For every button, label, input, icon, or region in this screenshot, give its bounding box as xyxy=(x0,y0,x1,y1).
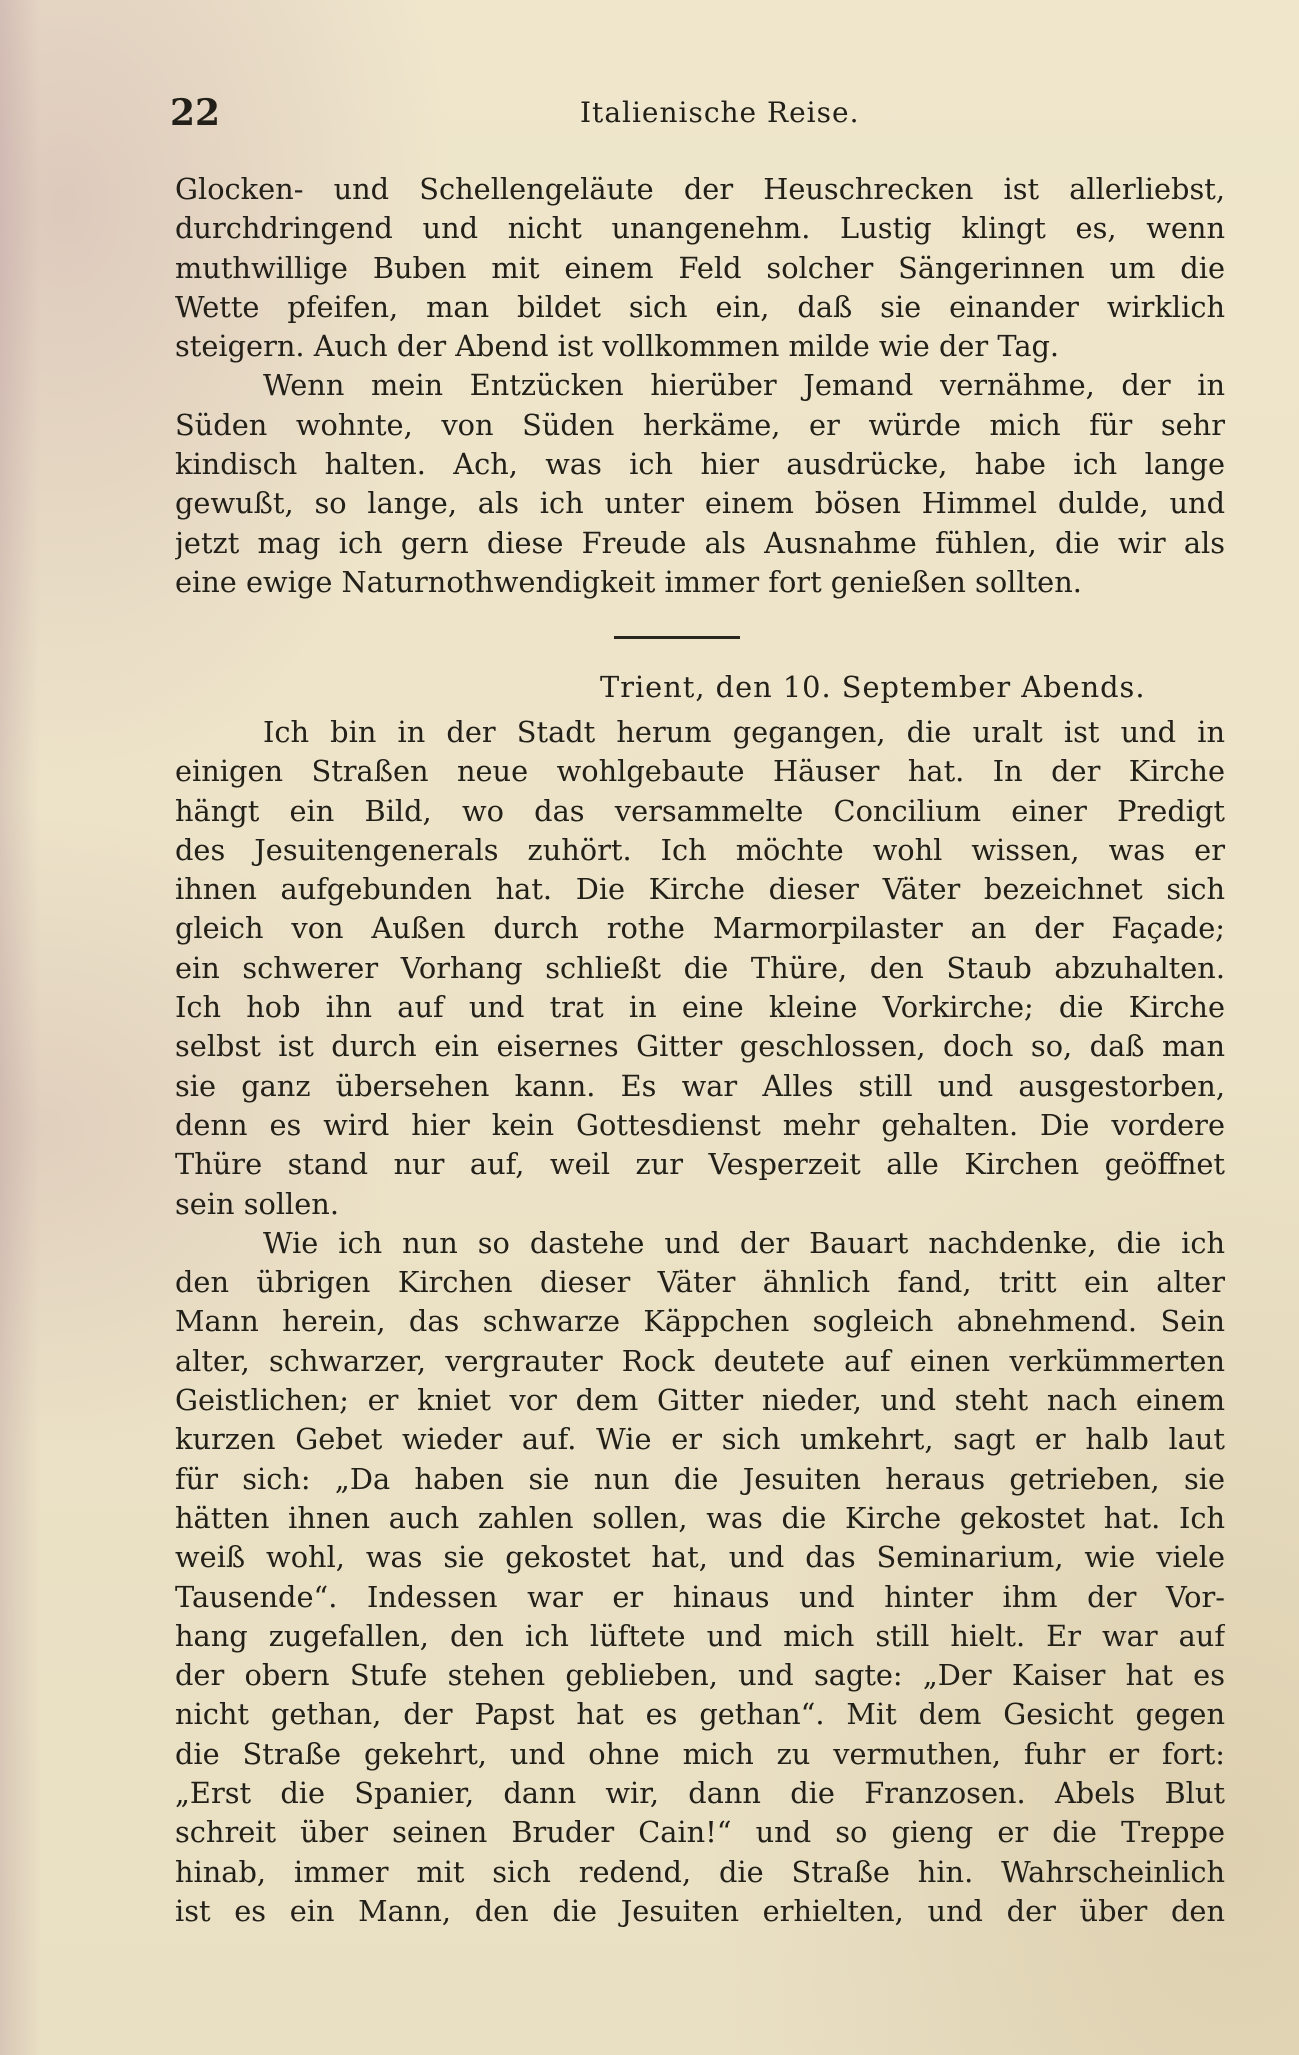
text-line: hinab, immer mit sich redend, die Straße hin. Wahrscheinlich xyxy=(175,1854,1225,1889)
text-line: durchdringend und nicht unangenehm. Lustig klingt es, wenn xyxy=(175,211,1225,246)
dateline: Trient, den 10. September Abends. xyxy=(600,670,1146,704)
paragraph-3 xyxy=(175,713,1225,1931)
text-line: nicht gethan, der Papst hat es gethan“. Mit dem Gesicht gegen xyxy=(175,1697,1225,1732)
text-line: hängt ein Bild, wo das versammelte Concilium einer Predigt xyxy=(175,793,1225,828)
text-line: muthwillige Buben mit einem Feld solcher Sängerinnen um die xyxy=(175,250,1225,285)
text-line: sie ganz übersehen kann. Es war Alles still und ausgestorben, xyxy=(175,1068,1225,1103)
page-edge-stain xyxy=(0,0,40,2055)
text-line: Mann herein, das schwarze Käppchen sogleich abnehmend. Sein xyxy=(175,1304,1225,1339)
text-line: Ich bin in der Stadt herum gegangen, die uralt ist und in xyxy=(263,715,1225,749)
text-line: Wenn mein Entzücken hierüber Jemand vernähme, der in xyxy=(263,368,1225,403)
text-line: Ich hob ihn auf und trat in eine kleine Vorkirche; die Kirche xyxy=(175,990,1225,1025)
text-line: Wette pfeifen, man bildet sich ein, daß sie einander wirklich xyxy=(175,289,1225,324)
text-line: gleich von Außen durch rothe Marmorpilaster an der Façade; xyxy=(175,911,1225,946)
paragraph-1 xyxy=(175,170,1225,602)
text-line: Thüre stand nur auf, weil zur Vesperzeit alle Kirchen geöffnet xyxy=(175,1147,1225,1182)
text-line: alter, schwarzer, vergrauter Rock deutete auf einen verkümmerten xyxy=(175,1343,1225,1378)
text-line: selbst ist durch ein eisernes Gitter geschlossen, doch so, daß man xyxy=(175,1029,1225,1064)
text-line: eine ewige Naturnothwendigkeit immer fort genießen sollten. xyxy=(175,564,1082,599)
text-line: hang zugefallen, den ich lüftete und mich still hielt. Er war auf xyxy=(175,1618,1225,1653)
text-line: gewußt, so lange, als ich unter einem bösen Himmel dulde, und xyxy=(175,486,1225,521)
text-line: Tausende“. Indessen war er hinaus und hinter ihm der Vor- xyxy=(175,1579,1225,1614)
text-line: ein schwerer Vorhang schließt die Thüre, den Staub abzuhalten. xyxy=(175,950,1225,985)
text-line: steigern. Auch der Abend ist vollkommen milde wie der Tag. xyxy=(175,329,1060,364)
text-line: denn es wird hier kein Gottesdienst mehr gehalten. Die vordere xyxy=(175,1107,1225,1142)
text-line: Süden wohnte, von Süden herkäme, er würde mich für sehr xyxy=(175,407,1225,442)
section-divider xyxy=(614,636,740,639)
text-line: die Straße gekehrt, und ohne mich zu vermuthen, fuhr er fort: xyxy=(175,1736,1225,1771)
text-line: Wie ich nun so dastehe und der Bauart nachdenke, die ich xyxy=(263,1225,1225,1260)
text-line: des Jesuitengenerals zuhört. Ich möchte wohl wissen, was er xyxy=(175,832,1225,867)
running-head: Italienische Reise. xyxy=(580,96,860,129)
text-line: weiß wohl, was sie gekostet hat, und das Seminarium, wie viele xyxy=(175,1540,1225,1575)
text-line: für sich: „Da haben sie nun die Jesuiten heraus getrieben, sie xyxy=(175,1461,1225,1496)
text-line: sein sollen. xyxy=(175,1186,340,1221)
text-line: kindisch halten. Ach, was ich hier ausdrücke, habe ich lange xyxy=(175,447,1225,482)
text-line: schreit über seinen Bruder Cain!“ und so gieng er die Treppe xyxy=(175,1815,1225,1850)
text-line: Glocken- und Schellengeläute der Heuschrecken ist allerliebst, xyxy=(175,172,1225,206)
text-line: einigen Straßen neue wohlgebaute Häuser hat. In der Kirche xyxy=(175,754,1225,789)
text-line: der obern Stufe stehen geblieben, und sagte: „Der Kaiser hat es xyxy=(175,1658,1225,1693)
text-line: „Erst die Spanier, dann wir, dann die Franzosen. Abels Blut xyxy=(175,1776,1225,1811)
text-line: hätten ihnen auch zahlen sollen, was die Kirche gekostet hat. Ich xyxy=(175,1500,1225,1535)
text-line: den übrigen Kirchen dieser Väter ähnlich fand, tritt ein alter xyxy=(175,1265,1225,1300)
text-line: ist es ein Mann, den die Jesuiten erhielten, und der über den xyxy=(175,1893,1225,1928)
text-line: ihnen aufgebunden hat. Die Kirche dieser Väter bezeichnet sich xyxy=(175,872,1225,907)
page-header xyxy=(170,92,1220,142)
text-line: Geistlichen; er kniet vor dem Gitter nieder, und steht nach einem xyxy=(175,1383,1225,1418)
text-line: kurzen Gebet wieder auf. Wie er sich umkehrt, sagt er halb laut xyxy=(175,1422,1225,1457)
page-number: 22 xyxy=(170,92,221,134)
text-line: jetzt mag ich gern diese Freude als Ausnahme fühlen, die wir als xyxy=(175,525,1225,560)
